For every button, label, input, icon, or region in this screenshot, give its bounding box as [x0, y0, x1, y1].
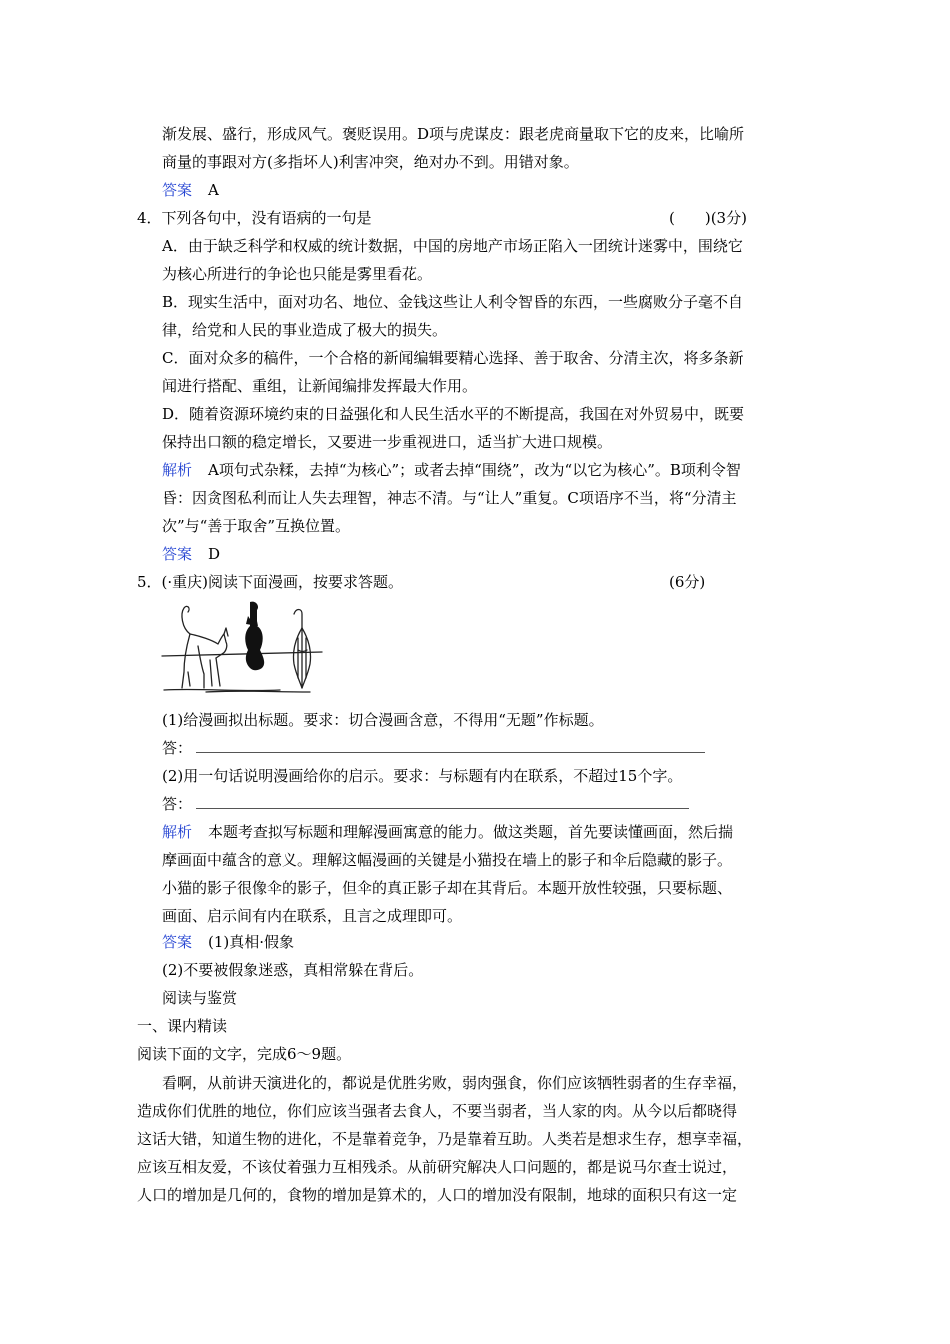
- answer-label: 答案: [162, 933, 193, 951]
- answer-value: (1)真相·假象: [208, 933, 295, 951]
- question-4-score: ( )(3分): [669, 209, 747, 227]
- passage-line: 人口的增加是几何的，食物的增加是算术的，人口的增加没有限制，地球的面积只有这一定: [137, 1186, 738, 1204]
- option-a: A．由于缺乏科学和权威的统计数据，中国的房地产市场正陷入一团统计迷雾中，围绕它: [162, 237, 743, 255]
- answer-value: A: [208, 181, 219, 199]
- answer-prompt-2: 答：: [162, 795, 193, 813]
- explanation-line: 摩画面中蕴含的意义。理解这幅漫画的关键是小猫投在墙上的影子和伞后隐藏的影子。: [162, 851, 733, 869]
- cat-tail: [182, 606, 190, 634]
- sub-question-1: (1)给漫画拟出标题。要求：切合漫画含意，不得用“无题”作标题。: [162, 711, 604, 729]
- answer-line: [162, 544, 220, 564]
- cartoon-illustration: [160, 598, 330, 696]
- explanation-line: 渐发展、盛行，形成风气。褒贬误用。D项与虎谋皮：跟老虎商量取下它的皮来，比喻所: [162, 125, 745, 143]
- explanation-line: 小猫的影子很像伞的影子，但伞的真正影子却在其背后。本题开放性较强，只要标题、: [162, 879, 733, 897]
- explanation-label: 解析: [162, 461, 193, 479]
- explanation-line: 解析 本题考查拟写标题和理解漫画寓意的能力。做这类题，首先要读懂画面，然后揣: [162, 823, 734, 841]
- answer-line: [162, 180, 219, 200]
- passage-line: 这话大错，知道生物的进化，不是靠着竞争，乃是靠着互助。人类若是想求生存，想享幸福，: [137, 1130, 753, 1148]
- answer-blank-line[interactable]: [196, 752, 705, 753]
- answer-line: [162, 932, 294, 952]
- passage-line: 造成你们优胜的地位，你们应该当强者去食人，不要当弱者，当人家的肉。从今以后都晓得: [137, 1102, 738, 1120]
- explanation-line: 商量的事跟对方(多指坏人)利害冲突，绝对办不到。用错对象。: [162, 153, 579, 171]
- question-5-stem: 5．(·重庆)阅读下面漫画，按要求答题。: [137, 573, 404, 591]
- section-title: 阅读与鉴赏: [162, 989, 238, 1007]
- option-b: 律，给党和人民的事业造成了极大的损失。: [162, 321, 448, 339]
- option-a: 为核心所进行的争论也只能是雾里看花。: [162, 265, 433, 283]
- option-d: D．随着资源环境约束的日益强化和人民生活水平的不断提高，我国在对外贸易中，既要: [162, 405, 745, 423]
- cat-shadow-shape: [245, 602, 264, 671]
- explanation-line: 解析 A项句式杂糅，去掉“为核心”；或者去掉“围绕”，改为“以它为核心”。B项利令智: [162, 461, 741, 479]
- passage-line: 应该互相友爱，不该仗着强力互相残杀。从前研究解决人口问题的，都是说马尔查士说过，: [137, 1158, 738, 1176]
- explanation-label: 解析: [162, 823, 193, 841]
- explanation-line: 次”与“善于取舍”互换位置。: [162, 517, 351, 535]
- option-c: 闻进行搭配、重组，让新闻编排发挥最大作用。: [162, 377, 478, 395]
- option-d: 保持出口额的稳定增长，又要进一步重视进口，适当扩大进口规模。: [162, 433, 613, 451]
- umbrella-handle: [294, 610, 302, 629]
- answer-value: D: [208, 545, 221, 563]
- question-5-score: (6分): [669, 573, 706, 591]
- sub-question-2: (2)用一句话说明漫画给你的启示。要求：与标题有内在联系，不超过15个字。: [162, 767, 683, 785]
- sub-section-title: 一、课内精读: [137, 1017, 228, 1035]
- option-b: B．现实生活中，面对功名、地位、金钱这些让人利令智昏的东西，一些腐败分子毫不自: [162, 293, 744, 311]
- answer-label: 答案: [162, 545, 193, 563]
- explanation-line: 昏：因贪图私利而让人失去理智，神志不清。与“让人”重复。C项语序不当，将“分清主: [162, 489, 737, 507]
- explanation-line: 画面、启示间有内在联系，且言之成理即可。: [162, 907, 463, 925]
- answer-prompt-1: 答：: [162, 739, 193, 757]
- question-4-stem: 4．下列各句中，没有语病的一句是: [137, 209, 372, 227]
- option-c: C．面对众多的稿件，一个合格的新闻编辑要精心选择、善于取舍、分清主次，将多条新: [162, 349, 744, 367]
- instruction: 阅读下面的文字，完成6～9题。: [137, 1045, 352, 1063]
- passage-line: 看啊，从前讲天演进化的，都说是优胜劣败，弱肉强食，你们应该牺牲弱者的生存幸福，: [162, 1074, 748, 1092]
- answer-label: 答案: [162, 181, 193, 199]
- answer-blank-line[interactable]: [196, 808, 689, 809]
- answer-line: (2)不要被假象迷惑，真相常躲在背后。: [162, 961, 424, 979]
